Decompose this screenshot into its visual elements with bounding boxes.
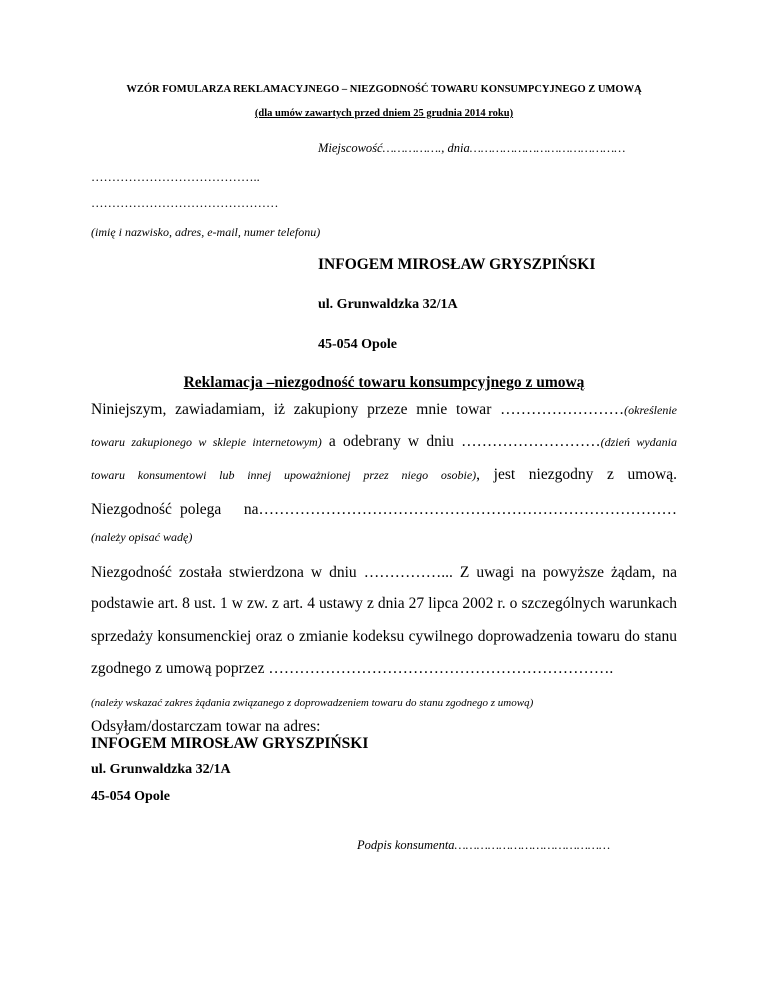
body-line-2-note2: (dzień wydania — [600, 435, 677, 449]
paragraph-line-1: Niezgodność została stwierdzona w dniu ……………... Z uwagi na powyższe żądam, na — [91, 564, 677, 581]
body-line-4-word2: polega — [179, 501, 222, 518]
form-title: WZÓR FOMULARZA REKLAMACYJNEGO – NIEZGODNOŚĆ TOWARU KONSUMPCYJNEGO Z UMOWĄ — [126, 84, 642, 95]
body-line-4-word1: Niezgodność — [91, 501, 172, 518]
sender-dots-line-2: ……………………………………… — [91, 196, 279, 210]
complaint-heading: Reklamacja –niezgodność towaru konsumpcyjnego z umową — [183, 374, 585, 391]
send-address-label: Odsyłam/dostarczam towar na adres: — [91, 718, 321, 735]
place-date-line: Miejscowość……………., dnia…………………………………… — [318, 141, 626, 155]
form-subtitle: (dla umów zawartych przed dniem 25 grudnia 2014 roku) — [254, 108, 514, 119]
body-line-3-text: , jest niezgodny z umową. — [476, 466, 677, 483]
recipient-street: ul. Grunwaldzka 32/1A — [318, 297, 458, 312]
paragraph-line-2: podstawie art. 8 ust. 1 w zw. z art. 4 ustawy z dnia 27 lipca 2002 r. o szczególnych warunkach — [91, 595, 677, 612]
return-street: ul. Grunwaldzka 32/1A — [91, 762, 231, 777]
sender-dots-line-1: ………………………………….. — [91, 170, 260, 184]
body-line-4-rest: na……………………………………………………………………… — [243, 501, 677, 518]
body-line-3-note: towaru konsumentowi lub innej upoważnionej przez niego osobie) — [91, 468, 477, 482]
return-name: INFOGEM MIROSŁAW GRYSZPIŃSKI — [91, 735, 369, 752]
body-line-1-note: (określenie — [624, 403, 677, 417]
signature-line: Podpis konsumenta…………………………………… — [357, 838, 611, 852]
note-demand: (należy wskazać zakres żądania związanego z doprowadzeniem towaru do stanu zgodnego z umową) — [91, 697, 534, 709]
body-line-4 — [91, 501, 677, 519]
note-defect: (należy opisać wadę) — [91, 530, 193, 544]
body-line-1 — [91, 401, 677, 419]
body-line-3 — [91, 466, 677, 484]
paragraph-line-4: zgodnego z umową poprzez …………………………………………………………. — [91, 660, 614, 677]
sender-caption: (imię i nazwisko, adres, e-mail, numer telefonu) — [91, 225, 321, 239]
body-line-2-text: a odebrany w dniu ……………………… — [321, 433, 601, 450]
body-line-2-note: towaru zakupionego w sklepie internetowym) — [91, 435, 322, 449]
body-line-1-text: Niniejszym, zawiadamiam, iż zakupiony przeze mnie towar …………………… — [91, 401, 625, 418]
body-line-2 — [91, 433, 677, 451]
recipient-name: INFOGEM MIROSŁAW GRYSZPIŃSKI — [318, 256, 596, 273]
recipient-city: 45-054 Opole — [318, 337, 397, 352]
return-city: 45-054 Opole — [91, 789, 170, 804]
paragraph-line-3: sprzedaży konsumenckiej oraz o zmianie kodeksu cywilnego doprowadzenia towaru do stanu — [91, 628, 677, 645]
